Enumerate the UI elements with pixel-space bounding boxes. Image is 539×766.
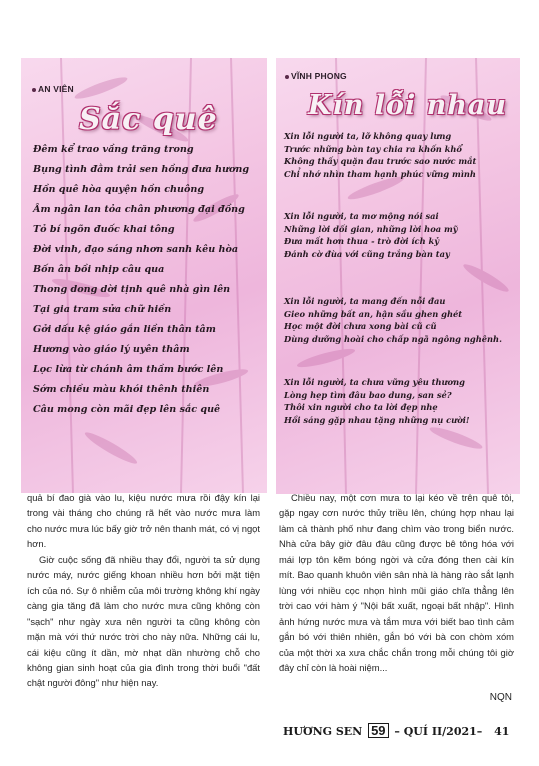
poem-line: Bốn ân bồi nhịp câu qua [33, 264, 165, 275]
poem-line: Gởi dấu kệ giáo gắn liền thân tâm [33, 324, 216, 335]
poem-line: Những lời dối gian, những lời hoa mỹ [284, 223, 458, 234]
article-paragraph: Chiều nay, một cơn mưa to lại kéo về trên quê tôi, gặp ngay cơn nước thủy triều lên, chúng hợp nhau lại làm cả thành phố như đang chìm vào trong biển nước. Nhà cửa bây giờ đâu đâu cũng được bê tông hóa với mái lợp tôn kẽm bóng ngời và cửa đóng then cài kín mít. Bao quanh khuôn viên sân nhà là hàng rào sắt lạnh lùng với nhiều cọc nhọn hình mũi giáo chĩa thẳng lên trời cao với hàm ý "Nội bất xuất, ngoại bất nhập". Hình ảnh hứng nước mưa và tắm mưa với biết bao tình cảm gắn bó với thiên nhiên, gắn bó với bà con chòm xóm của một thời xa xưa chắc chắn trong mỗi chúng tôi giờ đây chỉ còn là hoài niệm... [279, 492, 514, 673]
poem-line: Tỏ bí ngõn đuốc khai tông [33, 224, 175, 235]
bullet-icon [32, 88, 36, 92]
magazine-name: HƯƠNG SEN [283, 725, 363, 738]
poem-title: Kín lỗi nhau [308, 90, 508, 121]
poem-line: Đưa mất hơn thua - trò đời ích kỷ [284, 236, 440, 246]
poem-line: Xin lỗi người ta, lỡ không quay lưng [284, 131, 452, 141]
poem-line: Lọc lừa từ chánh âm thầm bước lên [33, 364, 224, 375]
poem-line: Hương vào giáo lý uyên thâm [33, 344, 190, 355]
poem-line: Âm ngân lan tỏa chân phương đại đồng [33, 204, 245, 215]
poem-line: Tại gia tram sửa chữ hiền [33, 304, 172, 315]
poem-author: VĨNH PHONG [285, 71, 347, 81]
poem-line: Xin lỗi người, ta mang đến nỗi đau [284, 296, 446, 306]
poem-box-kin-loi-nhau [276, 58, 520, 494]
article-paragraph: Giờ cuộc sống đã nhiều thay đổi, người ta sử dụng nước máy, nước giếng khoan nhiều hơn bởi mặt tiện ích của nó. Sự ô nhiễm của môi trường không khí ngày càng gia tăng đã làm cho nước mưa cũng không còn "sạch" như ngày xưa nên người ta cũng không còn mặn mà với thứ nước trời cho này nữa. Những cái lu, cái kiệu cũng ít dần, mờ nhạt dần nhường chỗ cho không gian sinh hoạt của gia đình trong thời buổi "đất chật người đông" như hiện nay. [27, 553, 260, 689]
page-footer [283, 723, 509, 738]
poem-line: Chỉ nhớ nhìn tham hạnh phúc vững mình [284, 168, 476, 179]
poem-line: Đời vinh, đạo sáng nhơn sanh kêu hòa [33, 244, 239, 255]
page-number: 41 [494, 725, 510, 738]
poem-line: Thong dong dời tịnh quê nhà gìn lên [33, 284, 231, 295]
poem-line: Thôi xin người cho ta lời đẹp nhẹ [284, 402, 438, 412]
poem-line: Lòng hẹp tìm đâu bao dung, san sẻ? [284, 389, 452, 400]
poem-line: Câu mong còn mãi đẹp lên sắc quê [33, 404, 221, 415]
poem-line: Bụng tình đằm trải sen hồng đưa hương [33, 164, 250, 175]
poem-line: Hồn quê hòa quyện hồn chuông [33, 184, 205, 195]
poem-line: Dùng dưỡng hoài cho chấp ngã ngông nghênh. [284, 333, 502, 344]
poem-line: Đánh cờ đùa với cũng trắng bàn tay [284, 248, 450, 259]
poem-line: Xin lỗi người, ta chưa vững yêu thương [284, 377, 465, 387]
poem-line: Hồi sáng gặp nhau tặng những nụ cười! [284, 414, 470, 425]
poem-line: Học một đời chưa xong bài cũ cũ [284, 321, 437, 331]
bamboo-background-illustration [276, 58, 520, 494]
poem-line: Đêm kể trao vầng trăng trong [33, 144, 194, 155]
poem-line: Sớm chiều màu khói thênh thiên [33, 384, 210, 395]
poem-line: Trước những bàn tay chia ra khốn khổ [284, 143, 462, 154]
poem-line: Không thấy quặn đau trước sao nước mắt [284, 156, 477, 166]
poem-line: Gieo những bất an, hận sầu ghen ghét [284, 308, 463, 319]
article-signature: NQN [489, 692, 512, 703]
article-column-right [279, 490, 514, 675]
poem-box-sac-que [21, 58, 267, 493]
poem-title: Sắc quê [79, 102, 218, 137]
bullet-icon [285, 75, 289, 79]
issue-text: – QUÍ II/2021– [394, 725, 483, 738]
poem-line: Xin lỗi người, ta mơ mộng nói sai [284, 211, 439, 221]
article-paragraph: quả bí đao già vào lu, kiệu nước mưa rồi đậy kín lại trong vài tháng cho chúng rã hết vào nước mưa làm cho nước mưa lúc bấy giờ trở nên thanh mát, có vị ngọt hơn. [27, 492, 260, 550]
poem-author: AN VIÊN [32, 84, 74, 94]
article-column-left [27, 490, 260, 691]
issue-number-box: 59 [368, 723, 388, 738]
